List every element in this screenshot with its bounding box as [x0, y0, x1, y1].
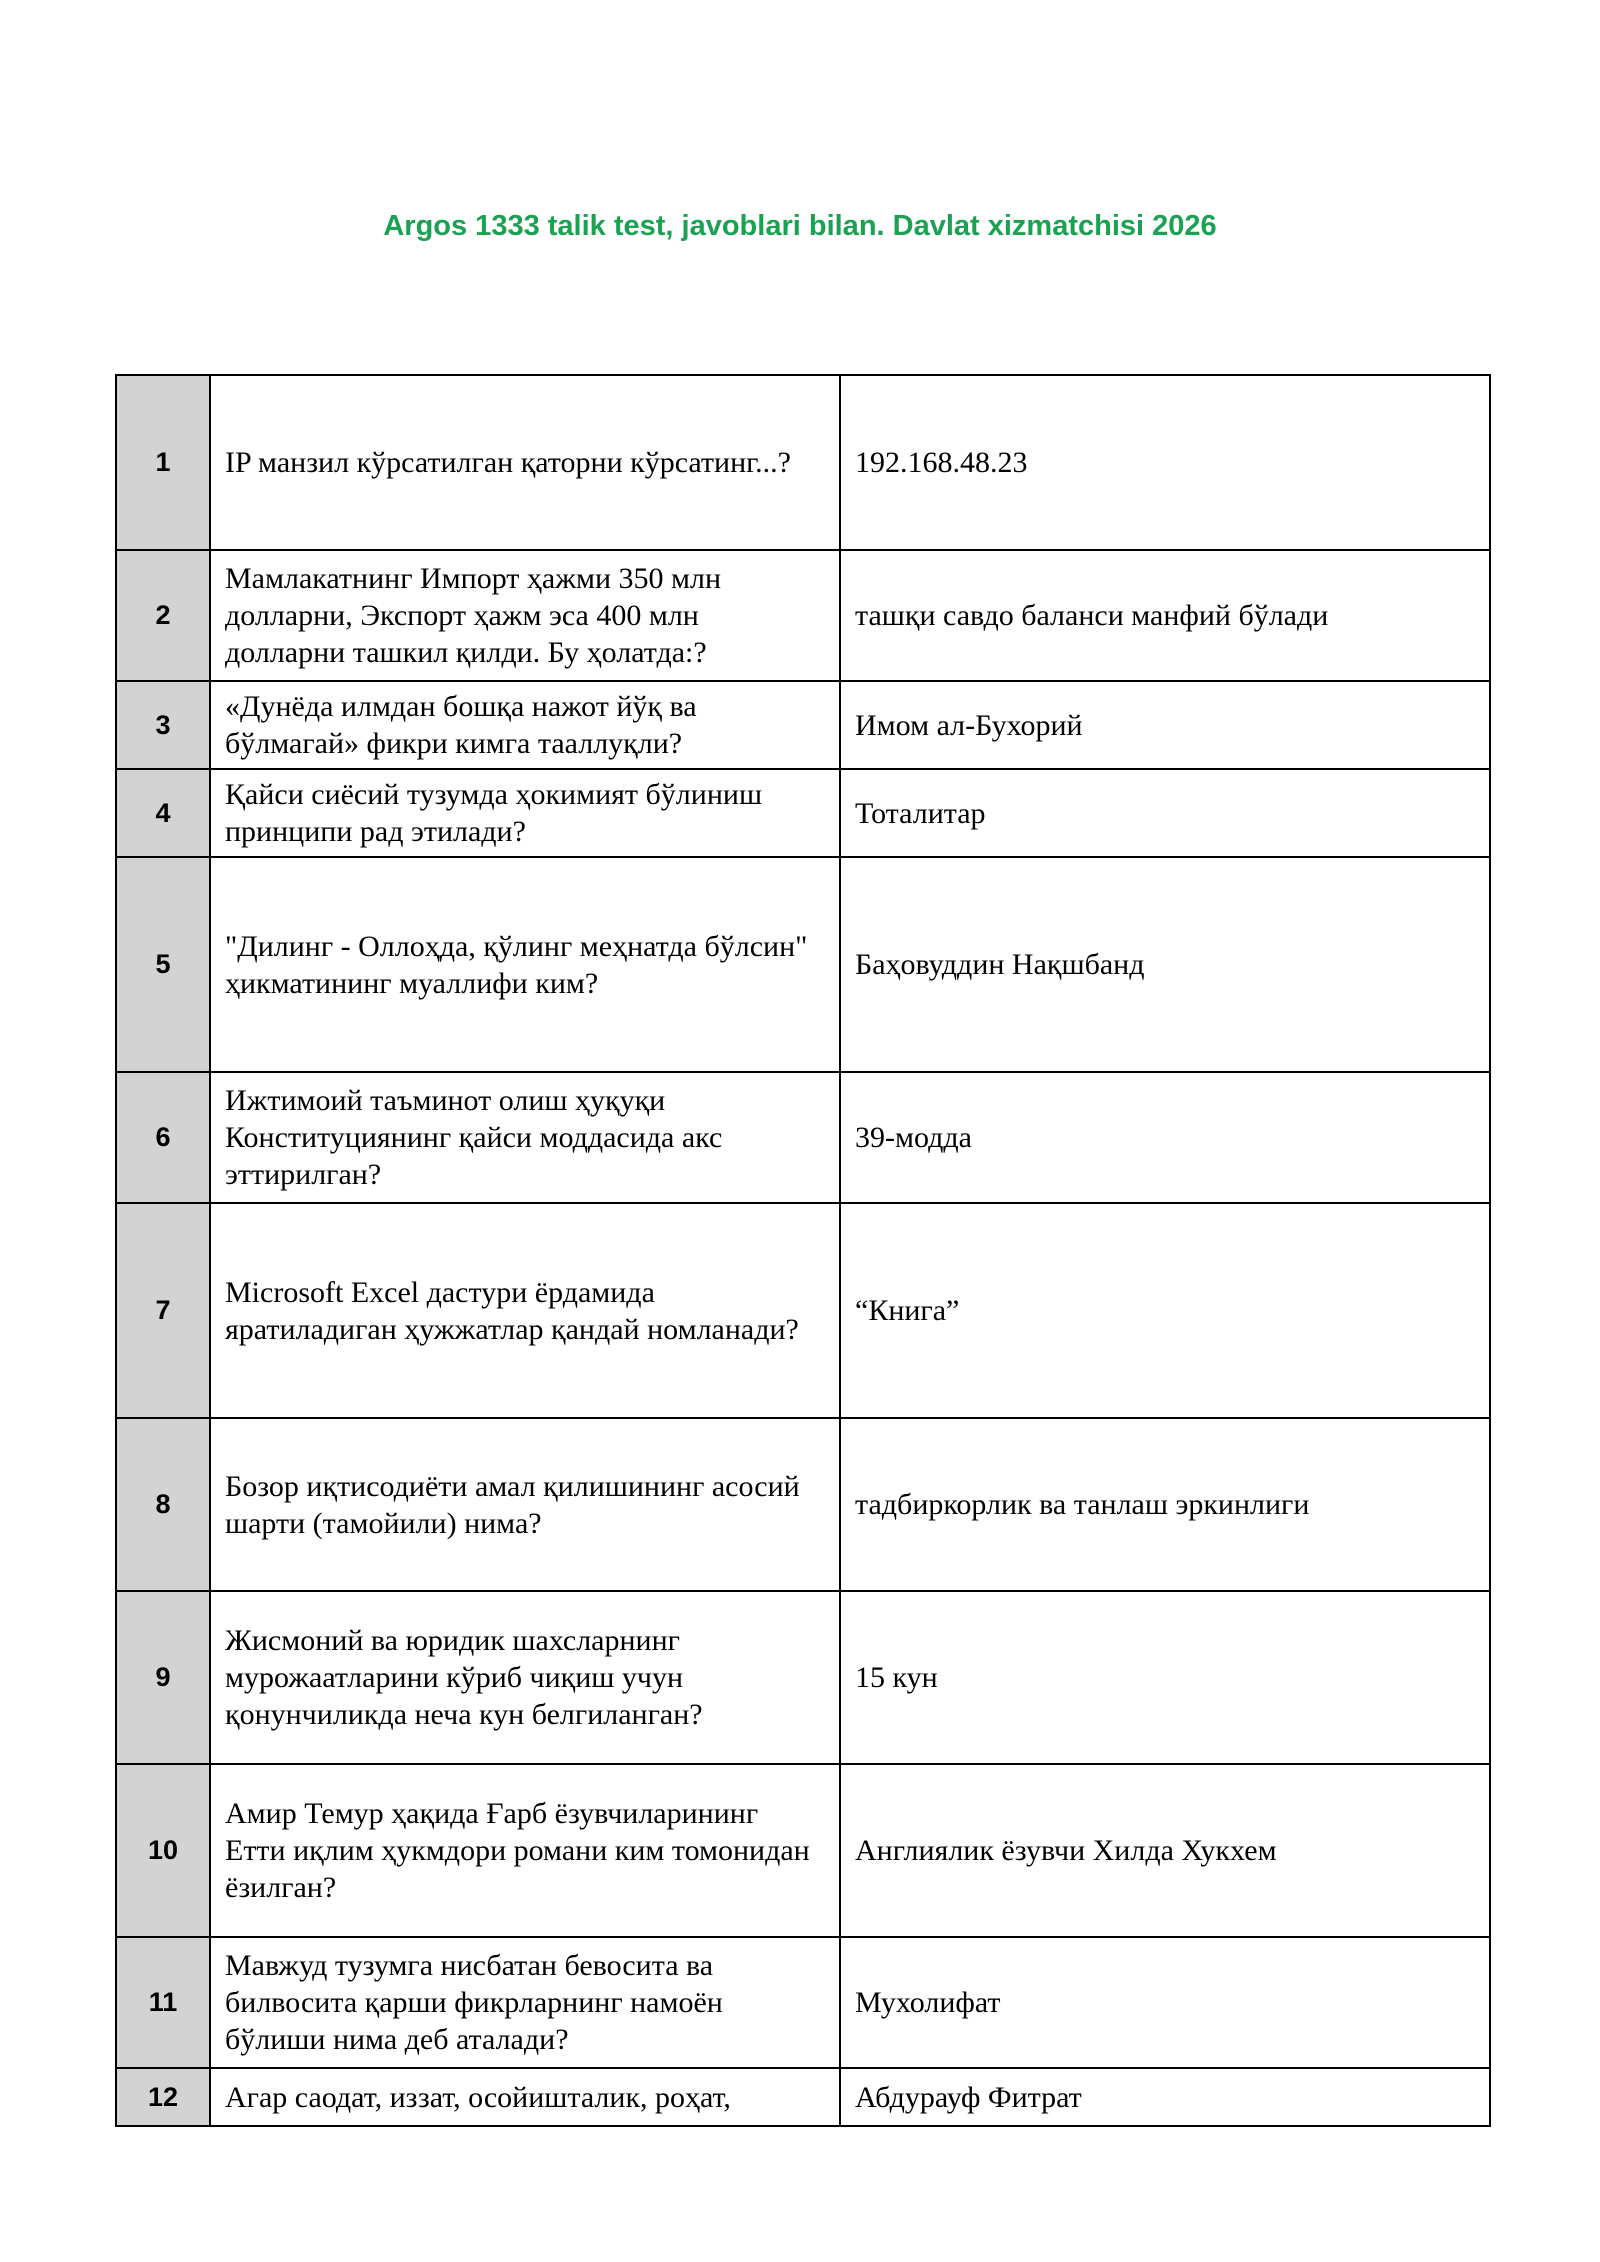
question-cell: [210, 769, 840, 857]
row-number: 3: [116, 681, 210, 769]
question-text: Microsoft Excel дастури ёрдамида яратиладиган ҳужжатлар қандай номланади?: [225, 1275, 799, 1346]
question-text: Мамлакатнинг Импорт ҳажми 350 млн долларни, Экспорт ҳажм эса 400 млн долларни ташкил қилди. Бу ҳолатда:?: [225, 562, 722, 669]
question-text: Ижтимоий таъминот олиш ҳуқуқи Конституциянинг қайси моддасида акс эттирилган?: [225, 1084, 723, 1191]
answer-cell: [840, 550, 1490, 681]
row-number: 2: [116, 550, 210, 681]
question-cell: [210, 1591, 840, 1764]
row-number: 6: [116, 1072, 210, 1203]
answer-cell: [840, 769, 1490, 857]
page-title: Argos 1333 talik test, javoblari bilan. Davlat xizmatchisi 2026: [383, 210, 1217, 242]
row-number: 5: [116, 857, 210, 1072]
table-row: [116, 2068, 1490, 2126]
question-text: Амир Темур ҳақида Ғарб ёзувчиларининг Етти иқлим ҳукмдори романи ким томонидан ёзилган?: [225, 1797, 810, 1904]
answer-cell: [840, 375, 1490, 550]
question-cell: [210, 2068, 840, 2126]
table-row: [116, 1203, 1490, 1418]
question-cell: [210, 1418, 840, 1591]
question-text: Агар саодат, иззат, осойишталик, роҳат,: [225, 2080, 731, 2114]
answer-text: 15 кун: [855, 1661, 938, 1694]
question-text: Бозор иқтисодиёти амал қилишининг асосий шарти (тамойили) нима?: [225, 1469, 800, 1540]
table-row: [116, 1764, 1490, 1937]
row-number: 12: [116, 2068, 210, 2126]
answer-cell: [840, 1203, 1490, 1418]
question-text: IP манзил кўрсатилган қаторни кўрсатинг...?: [225, 446, 791, 479]
row-number: 9: [116, 1591, 210, 1764]
answer-cell: [840, 1937, 1490, 2068]
question-cell: [210, 857, 840, 1072]
question-text: Мавжуд тузумга нисбатан бевосита ва билвосита қарши фикрларнинг намоён бўлиши нима деб аталади?: [225, 1949, 723, 2056]
answer-cell: [840, 2068, 1490, 2126]
question-text: Жисмоний ва юридик шахсларнинг мурожаатларини кўриб чиқиш учун қонунчиликда неча кун белгиланган?: [225, 1624, 703, 1731]
table-row: [116, 1937, 1490, 2068]
question-text: "Дилинг - Оллоҳда, қўлинг меҳнатда бўлсин" ҳикматининг муаллифи ким?: [225, 929, 808, 1000]
table-row: [116, 1418, 1490, 1591]
answer-text: “Книга”: [855, 1294, 960, 1327]
question-cell: [210, 375, 840, 550]
row-number: 11: [116, 1937, 210, 2068]
question-cell: [210, 681, 840, 769]
answer-text: Имом ал-Бухорий: [855, 708, 1083, 742]
answer-text: 39-модда: [855, 1121, 972, 1154]
answer-text: Англиялик ёзувчи Хилда Хукхем: [855, 1834, 1277, 1867]
table-row: [116, 1072, 1490, 1203]
answer-cell: [840, 681, 1490, 769]
answer-cell: [840, 1764, 1490, 1937]
answer-text: Баҳовуддин Нақшбанд: [855, 948, 1145, 981]
table-row: [116, 1591, 1490, 1764]
table-row: [116, 550, 1490, 681]
answer-text: Тоталитар: [855, 796, 986, 830]
question-cell: [210, 1764, 840, 1937]
table-row: [116, 769, 1490, 857]
row-number: 10: [116, 1764, 210, 1937]
table-row: [116, 375, 1490, 550]
answer-text: 192.168.48.23: [855, 446, 1028, 479]
answer-cell: [840, 857, 1490, 1072]
answer-cell: [840, 1072, 1490, 1203]
answer-cell: [840, 1418, 1490, 1591]
answer-text: ташқи савдо баланси манфий бўлади: [855, 599, 1329, 632]
row-number: 8: [116, 1418, 210, 1591]
answer-cell: [840, 1591, 1490, 1764]
question-cell: [210, 1072, 840, 1203]
answer-text: тадбиркорлик ва танлаш эркинлиги: [855, 1488, 1310, 1521]
answer-text: Мухолифат: [855, 1986, 1001, 2019]
question-cell: [210, 550, 840, 681]
row-number: 4: [116, 769, 210, 857]
question-cell: [210, 1203, 840, 1418]
question-text: Қайси сиёсий тузумда ҳокимият бўлиниш принципи рад этилади?: [225, 778, 763, 848]
question-text: «Дунёда илмдан бошқа нажот йўқ ва бўлмагай» фикри кимга тааллуқли?: [225, 690, 697, 760]
row-number: 1: [116, 375, 210, 550]
table-row: [116, 857, 1490, 1072]
row-number: 7: [116, 1203, 210, 1418]
qa-table: [115, 374, 1491, 2127]
answer-text: Абдурауф Фитрат: [855, 2080, 1082, 2114]
question-cell: [210, 1937, 840, 2068]
table-row: [116, 681, 1490, 769]
